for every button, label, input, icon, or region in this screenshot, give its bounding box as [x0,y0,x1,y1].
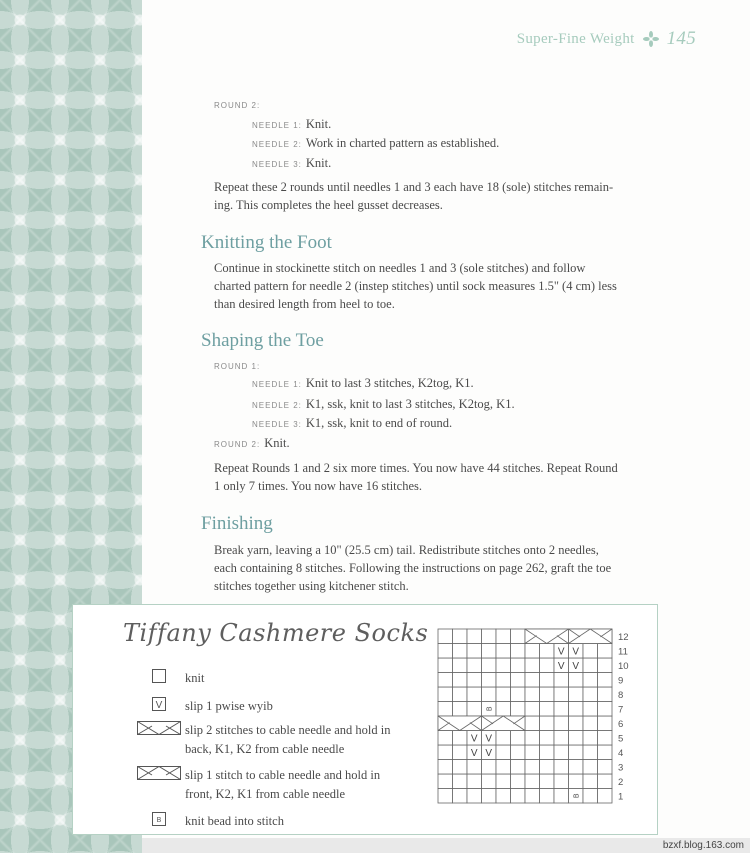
credit-text: bzxf.blog.163.com [662,840,744,851]
heading-shaping-toe: Shaping the Toe [201,330,324,351]
needle-line [252,397,515,412]
legend-cable-front [133,766,380,804]
chart-cell [496,629,511,644]
toe-repeat-paragraph [214,459,662,495]
chart-cell [525,716,540,731]
chart-cell [569,702,584,717]
chart-row-number: 10 [618,660,629,672]
needle-line [252,376,474,391]
chart-cable-cell [569,629,613,644]
chart-cell [496,658,511,673]
finishing-paragraph [214,541,662,595]
chart-cell [540,687,555,702]
chart-bead-mark: B [573,793,581,799]
chart-cell [467,760,482,775]
chart-cell [496,760,511,775]
chart-cell [525,673,540,688]
paragraph-line: ing. This completes the heel gusset decreases. [214,198,443,212]
legend-bead [133,812,284,831]
chart-cell [540,789,555,804]
chart-cell [482,658,497,673]
chart-slip-mark: V [470,747,478,759]
chart-cell [583,687,598,702]
pattern-title: Tiffany Cashmere Socks [123,619,429,647]
chart-row-number: 8 [618,689,624,701]
chart-cell [540,745,555,760]
v-slip-icon [152,697,166,711]
paragraph-line: each containing 8 stitches. Following the instructions on page 262, graft the toe [214,561,612,575]
legend-text: back, K1, K2 from cable needle [185,742,345,756]
needle-text: Work in charted pattern as established. [305,136,500,150]
needle-label: NEEDLE 2: [252,140,302,149]
paragraph-line: Break yarn, leaving a 10" (25.5 cm) tail. Redistribute stitches onto 2 needles, [214,543,599,557]
chart-row-number: 3 [618,762,624,774]
chart-cell [554,716,569,731]
needle-text: K1, ssk, knit to end of round. [305,416,453,430]
pattern-chart [437,628,647,810]
chart-cell [554,745,569,760]
chart-cell [583,644,598,659]
needle-label: NEEDLE 1: [252,121,302,130]
chart-cell [569,760,584,775]
chart-slip-mark: V [572,660,580,672]
chart-cell [598,774,613,789]
needle-label: NEEDLE 1: [252,380,302,389]
chart-cell [496,687,511,702]
paragraph-line: Continue in stockinette stitch on needles 1 and 3 (sole stitches) and follow [214,261,586,275]
round-label: ROUND 2: [214,101,261,110]
legend-text: slip 1 stitch to cable needle and hold in [185,768,381,782]
chart-cell [511,629,526,644]
chart-cell [598,789,613,804]
chart-cell [467,774,482,789]
chart-cell [467,629,482,644]
chart-cell [583,760,598,775]
chart-cell [467,789,482,804]
chart-cell [453,658,468,673]
legend-text: front, K2, K1 from cable needle [185,787,346,801]
chart-cell [598,702,613,717]
chart-cell [525,702,540,717]
foot-paragraph [214,259,662,313]
repeat-paragraph [214,178,662,214]
chart-cable-cell [438,716,482,731]
chart-cell [554,760,569,775]
chart-slip-mark: V [485,747,493,759]
chart-cell [496,789,511,804]
chart-cell [540,702,555,717]
needle-text: Knit. [305,156,332,170]
chart-cell [438,629,453,644]
chart-cell [540,658,555,673]
chart-cell [554,774,569,789]
chart-cell [598,687,613,702]
chart-cell [482,629,497,644]
needle-text: Knit to last 3 stitches, K2tog, K1. [305,376,474,390]
chart-cell [525,687,540,702]
chart-cell [540,774,555,789]
legend-slip [133,697,273,716]
chart-cell [438,702,453,717]
chart-cell [554,687,569,702]
chart-cell [496,731,511,746]
chart-cell [496,644,511,659]
chart-cell [525,644,540,659]
chart-cell [438,658,453,673]
chart-cell [482,774,497,789]
chart-cell [598,716,613,731]
legend-text: slip 1 pwise wyib [185,699,273,713]
chart-cell [569,716,584,731]
paragraph-line: 1 only 7 times. You now have 16 stitches. [214,479,422,493]
svg-text:B: B [156,817,162,824]
chart-row-number: 7 [618,704,624,716]
chart-cell [438,774,453,789]
round2-line [214,436,290,451]
chart-cell [453,702,468,717]
chart-cell [438,687,453,702]
needle-line [252,136,499,151]
flower-icon [643,31,659,47]
legend-text: knit [185,671,205,685]
chart-cell [598,731,613,746]
chart-cell [453,687,468,702]
chart-cell [569,745,584,760]
chart-cell [525,745,540,760]
chart-cell [453,774,468,789]
chart-cell [467,673,482,688]
chart-cell [583,716,598,731]
chart-cell [525,760,540,775]
chart-cell [511,774,526,789]
heading-knitting-foot: Knitting the Foot [201,232,332,253]
legend-cable-back [133,721,391,759]
chart-cell [525,658,540,673]
chart-slip-mark: V [485,733,493,745]
bead-icon [152,812,166,826]
paragraph-line: charted pattern for needle 2 (instep stitches) until sock measures 1.5" (4 cm) less [214,279,617,293]
chart-cell [598,745,613,760]
chart-cell [583,789,598,804]
bottom-strip [142,838,750,853]
chart-cell [482,673,497,688]
chart-slip-mark: V [557,646,565,658]
chart-cell [511,687,526,702]
chart-cell [583,658,598,673]
chart-cell [438,673,453,688]
chart-cell [453,629,468,644]
needle-line [252,156,331,171]
chart-slip-mark: V [557,660,565,672]
chart-cell [482,760,497,775]
chart-cell [438,644,453,659]
legend-text: knit bead into stitch [185,814,284,828]
chart-cell [554,731,569,746]
needle-label: NEEDLE 3: [252,420,302,429]
chart-slip-mark: V [572,646,580,658]
chart-cell [496,745,511,760]
chart-cell [453,789,468,804]
needle-label: NEEDLE 2: [252,401,302,410]
round-label: ROUND 1: [214,362,261,371]
chart-row-number: 12 [618,631,629,643]
chart-cell [438,745,453,760]
chart-row-number: 4 [618,747,624,759]
chart-cell [496,774,511,789]
chart-cell [511,745,526,760]
round1-label-line [214,358,264,373]
chart-cell [511,789,526,804]
chart-cell [482,644,497,659]
chart-cell [598,673,613,688]
chart-cell [482,687,497,702]
round-text: Knit. [264,436,290,450]
paragraph-line: stitches together using kitchener stitch. [214,579,409,593]
chart-cell [540,731,555,746]
cable-back-icon [137,721,181,735]
chart-cell [525,774,540,789]
running-head-title: Super-Fine Weight [516,30,635,47]
chart-cell [482,789,497,804]
chart-slip-mark: V [470,733,478,745]
chart-cell [525,731,540,746]
chart-cell [511,731,526,746]
chart-cell [583,731,598,746]
chart-cell [569,731,584,746]
pattern-box [72,604,658,835]
chart-cell [598,760,613,775]
chart-cell [496,702,511,717]
chart-cell [598,658,613,673]
chart-cell [554,673,569,688]
paragraph-line: Repeat Rounds 1 and 2 six more times. You now have 44 stitches. Repeat Round [214,461,618,475]
needle-text: K1, ssk, knit to last 3 stitches, K2tog, K1. [305,397,515,411]
chart-cell [569,687,584,702]
round-label: ROUND 2: [214,440,261,449]
chart-row-number: 6 [618,718,624,730]
chart-cell [453,760,468,775]
chart-cell [496,673,511,688]
chart-cell [467,644,482,659]
chart-cell [453,644,468,659]
chart-cell [554,702,569,717]
chart-cell [598,644,613,659]
paragraph-line: than desired length from heel to toe. [214,297,395,311]
chart-cell [554,789,569,804]
round2-label-line [214,97,264,112]
chart-cell [511,644,526,659]
chart-cell [569,673,584,688]
legend-knit [133,669,204,688]
chart-cable-cell [525,629,569,644]
chart-row-number: 11 [618,646,628,658]
chart-cell [511,760,526,775]
needle-line [252,117,331,132]
chart-cell [453,731,468,746]
needle-label: NEEDLE 3: [252,160,302,169]
svg-text:V: V [155,700,163,711]
chart-cell [511,673,526,688]
chart-row-number: 9 [618,675,624,687]
needle-text: Knit. [305,117,332,131]
chart-cell [540,673,555,688]
chart-cell [540,644,555,659]
chart-cell [453,745,468,760]
chart-cell [583,702,598,717]
needle-line [252,416,452,431]
chart-cell [569,774,584,789]
chart-cell [583,774,598,789]
chart-cell [511,658,526,673]
chart-cell [453,673,468,688]
page-number: 145 [666,28,696,49]
chart-row-number: 2 [618,776,624,788]
chart-cell [583,745,598,760]
chart-cell [467,702,482,717]
chart-row-number: 1 [618,791,624,803]
chart-cell [540,716,555,731]
chart-cell [438,760,453,775]
chart-cell [467,687,482,702]
heading-finishing: Finishing [201,513,273,534]
running-head [517,28,696,50]
chart-cell [467,658,482,673]
empty-square-icon [152,669,166,683]
chart-cable-cell [482,716,526,731]
chart-cell [540,760,555,775]
chart-cell [438,731,453,746]
chart-cell [438,789,453,804]
cable-front-icon [137,766,181,780]
chart-row-number: 5 [618,733,624,745]
paragraph-line: Repeat these 2 rounds until needles 1 and 3 each have 18 (sole) stitches remain- [214,180,614,194]
chart-bead-mark: B [486,706,494,712]
chart-cell [511,702,526,717]
legend-text: slip 2 stitches to cable needle and hold in [185,723,391,737]
chart-cell [525,789,540,804]
chart-cell [583,673,598,688]
